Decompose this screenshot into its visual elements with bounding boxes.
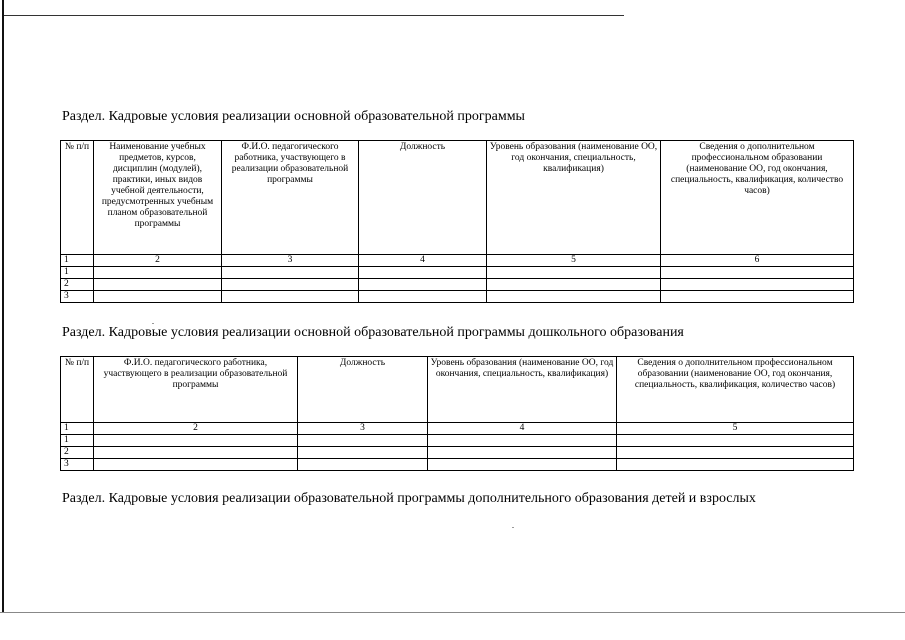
index-cell: 4 [428,423,617,435]
table-header-row [61,357,854,423]
table-cell [222,291,359,303]
table-cell [661,267,854,279]
table-cell [298,459,428,471]
section-3-title: Раздел. Кадровые условия реализации образовательной программы дополнительного образования детей и взрослых [62,491,756,506]
table-cell [94,279,222,291]
table-row [61,279,854,291]
table-row [61,291,854,303]
index-cell: 5 [617,423,854,435]
row-number: 2 [61,447,94,459]
table-row [61,267,854,279]
table-cell [359,279,487,291]
table-row [61,435,854,447]
row-number: 1 [61,435,94,447]
column-header: Ф.И.О. педагогического работника, участвующего в реализации образовательной программы [222,141,359,255]
column-header: Сведения о дополнительном профессиональном образовании (наименование ОО, год окончания, специальность, квалификация, количество часов) [661,141,854,255]
table-cell [428,459,617,471]
table-cell [428,435,617,447]
index-cell: 3 [298,423,428,435]
column-header: № п/п [61,141,94,255]
table-cell [487,267,661,279]
scan-speck [512,527,514,528]
table-cell [428,447,617,459]
row-number: 3 [61,459,94,471]
table-cell [298,447,428,459]
staffing-table-main [60,140,854,303]
index-cell: 4 [359,255,487,267]
index-cell: 2 [94,255,222,267]
column-index-row [61,423,854,435]
section-2-title: Раздел. Кадровые условия реализации основной образовательной программы дошкольного образования [62,325,684,340]
scan-speck [152,323,154,324]
column-index-row [61,255,854,267]
table-cell [94,447,298,459]
table-row [61,447,854,459]
table-cell [94,291,222,303]
table-cell [222,279,359,291]
index-cell: 1 [61,255,94,267]
table-cell [94,267,222,279]
table-cell [94,459,298,471]
table-cell [222,267,359,279]
table-cell [487,291,661,303]
table-cell [617,459,854,471]
page-edge-top [4,15,624,16]
row-number: 3 [61,291,94,303]
column-header: Ф.И.О. педагогического работника, участвующего в реализации образовательной программы [94,357,298,423]
column-header: Уровень образования (наименование ОО, год окончания, специальность, квалификация) [428,357,617,423]
page-edge-left [2,0,4,612]
index-cell: 3 [222,255,359,267]
table-cell [94,435,298,447]
staffing-table-preschool [60,356,854,471]
table-cell [359,291,487,303]
index-cell: 1 [61,423,94,435]
table-cell [661,291,854,303]
column-header: № п/п [61,357,94,423]
row-number: 2 [61,279,94,291]
table-cell [298,435,428,447]
column-header: Уровень образования (наименование ОО, год окончания, специальность, квалификация) [487,141,661,255]
index-cell: 5 [487,255,661,267]
index-cell: 2 [94,423,298,435]
column-header: Должность [298,357,428,423]
index-cell: 6 [661,255,854,267]
section-1-title: Раздел. Кадровые условия реализации основной образовательной программы [62,109,525,124]
column-header: Должность [359,141,487,255]
column-header: Наименование учебных предметов, курсов, дисциплин (модулей), практики, иных видов учебной деятельности, предусмотренных учебным планом образовательной программы [94,141,222,255]
table-cell [359,267,487,279]
table-cell [487,279,661,291]
table-row [61,459,854,471]
page-edge-bottom [0,612,905,613]
table-cell [617,435,854,447]
table-cell [661,279,854,291]
row-number: 1 [61,267,94,279]
table-header-row [61,141,854,255]
column-header: Сведения о дополнительном профессиональном образовании (наименование ОО, год окончания, специальность, квалификация, количество часов) [617,357,854,423]
table-cell [617,447,854,459]
